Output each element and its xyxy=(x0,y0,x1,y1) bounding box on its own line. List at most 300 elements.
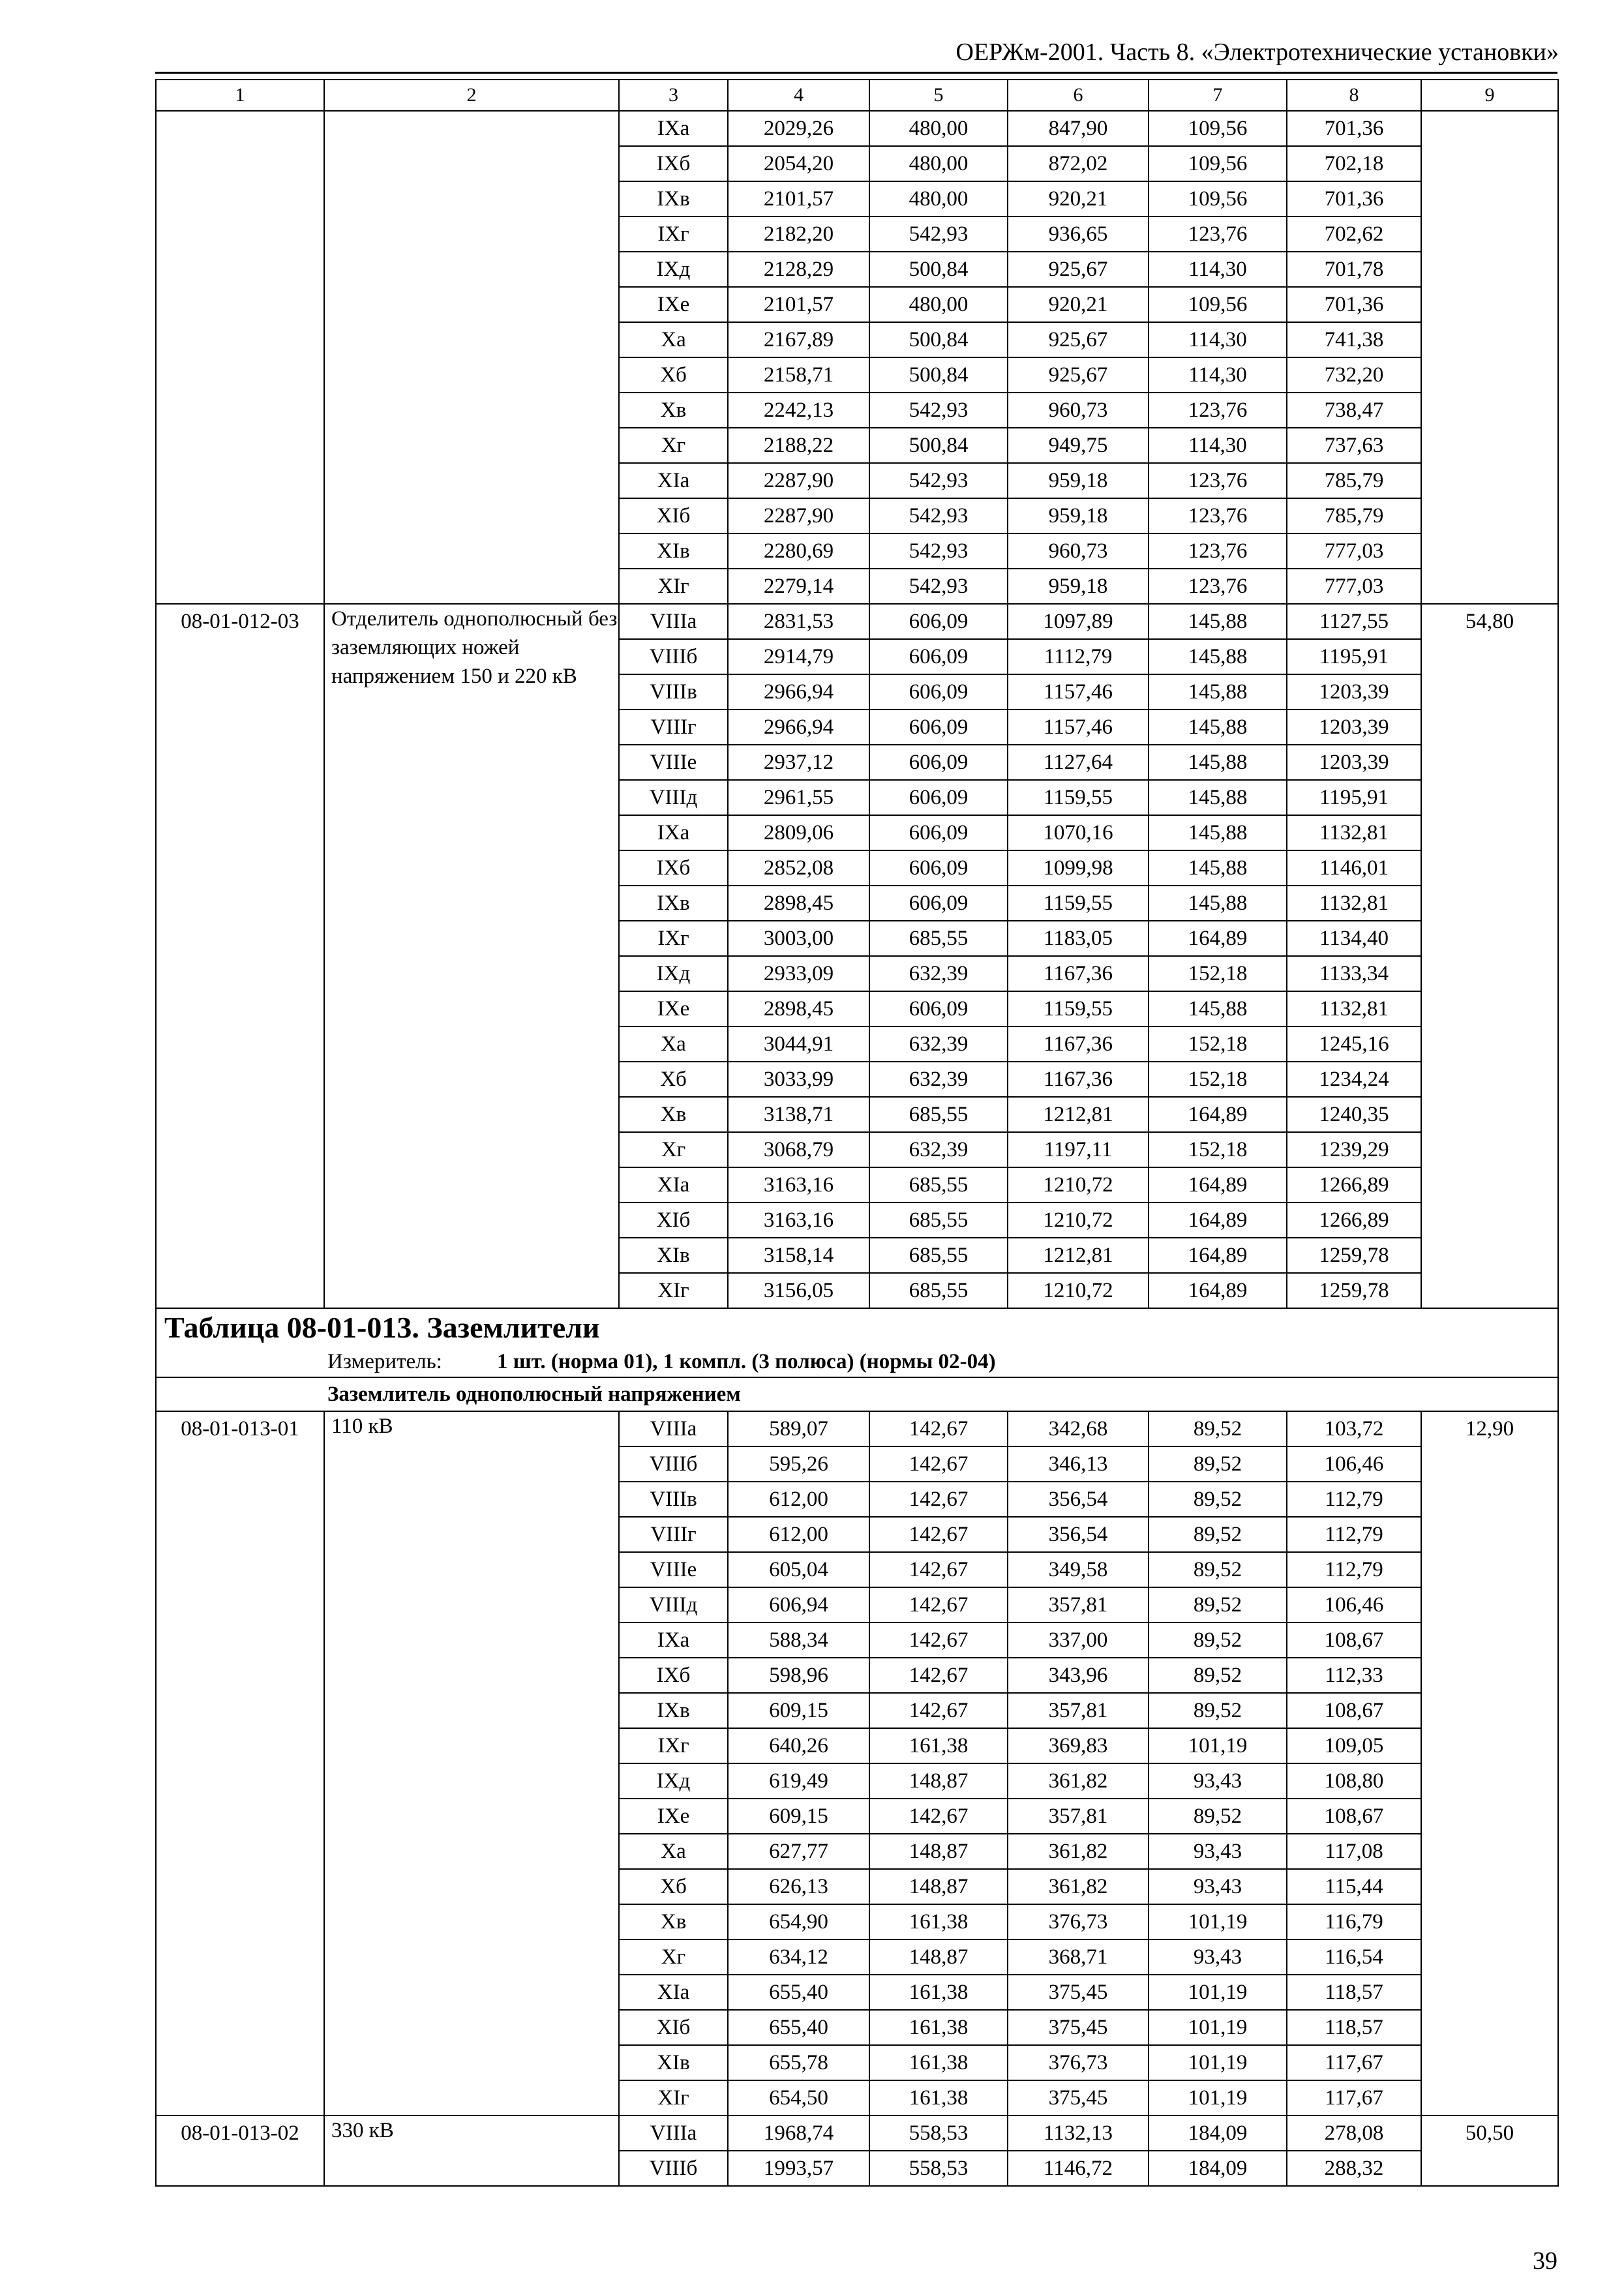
value-cell: 101,19 xyxy=(1149,1728,1287,1763)
value-cell: 375,45 xyxy=(1008,2010,1149,2045)
zone-cell: VIIIа xyxy=(619,2116,728,2151)
value-cell: 161,38 xyxy=(869,2045,1008,2080)
value-cell: 357,81 xyxy=(1008,1587,1149,1623)
value-cell: 101,19 xyxy=(1149,1975,1287,2010)
value-cell: 148,87 xyxy=(869,1763,1008,1799)
value-cell: 741,38 xyxy=(1287,322,1421,357)
value-cell: 606,09 xyxy=(869,815,1008,850)
value-cell: 118,57 xyxy=(1287,1975,1421,2010)
value-cell: 89,52 xyxy=(1149,1446,1287,1482)
value-cell: 376,73 xyxy=(1008,1904,1149,1939)
value-cell: 1070,16 xyxy=(1008,815,1149,850)
value-cell: 480,00 xyxy=(869,146,1008,181)
value-cell: 2029,26 xyxy=(728,111,869,146)
value-cell: 2852,08 xyxy=(728,850,869,886)
page-header: ОЕРЖм-2001. Часть 8. «Электротехнические установки» xyxy=(955,38,1559,66)
norm-description: Отделитель однополюсный без заземляющих ножей напряжением 150 и 220 кВ xyxy=(324,604,619,1308)
value-cell: 106,46 xyxy=(1287,1446,1421,1482)
value-cell: 2966,94 xyxy=(728,674,869,710)
value-cell: 2933,09 xyxy=(728,956,869,991)
zone-cell: IXд xyxy=(619,1763,728,1799)
value-cell: 655,40 xyxy=(728,1975,869,2010)
zone-cell: VIIIе xyxy=(619,745,728,780)
value-cell: 959,18 xyxy=(1008,463,1149,498)
zone-cell: Xв xyxy=(619,1904,728,1939)
value-cell: 589,07 xyxy=(728,1411,869,1446)
value-cell: 2898,45 xyxy=(728,991,869,1026)
value-cell: 337,00 xyxy=(1008,1623,1149,1658)
zone-cell: Xв xyxy=(619,1097,728,1132)
value-cell: 3003,00 xyxy=(728,921,869,956)
column-number: 3 xyxy=(619,80,728,111)
table-title: Таблица 08-01-013. Заземлители xyxy=(156,1308,1558,1347)
value-cell: 145,88 xyxy=(1149,815,1287,850)
value-cell: 375,45 xyxy=(1008,2080,1149,2116)
zone-cell: XIг xyxy=(619,1273,728,1308)
value-cell: 1127,64 xyxy=(1008,745,1149,780)
zone-cell: Xг xyxy=(619,1939,728,1975)
value-cell: 148,87 xyxy=(869,1939,1008,1975)
value-cell: 595,26 xyxy=(728,1446,869,1482)
value-cell: 89,52 xyxy=(1149,1658,1287,1693)
value-cell: 89,52 xyxy=(1149,1411,1287,1446)
value-cell: 738,47 xyxy=(1287,393,1421,428)
zone-cell: VIIIд xyxy=(619,780,728,815)
value-cell: 161,38 xyxy=(869,2080,1008,2116)
labor-cost-cell: 12,90 xyxy=(1421,1411,1558,2116)
value-cell: 123,76 xyxy=(1149,393,1287,428)
value-cell: 558,53 xyxy=(869,2151,1008,2186)
value-cell: 101,19 xyxy=(1149,2080,1287,2116)
value-cell: 375,45 xyxy=(1008,1975,1149,2010)
value-cell: 2128,29 xyxy=(728,252,869,287)
value-cell: 701,36 xyxy=(1287,287,1421,322)
value-cell: 609,15 xyxy=(728,1799,869,1834)
value-cell: 606,09 xyxy=(869,745,1008,780)
value-cell: 152,18 xyxy=(1149,1062,1287,1097)
value-cell: 777,03 xyxy=(1287,569,1421,604)
value-cell: 2898,45 xyxy=(728,886,869,921)
value-cell: 632,39 xyxy=(869,1026,1008,1062)
norm-code xyxy=(156,111,324,604)
value-cell: 1245,16 xyxy=(1287,1026,1421,1062)
value-cell: 93,43 xyxy=(1149,1939,1287,1975)
value-cell: 356,54 xyxy=(1008,1517,1149,1552)
value-cell: 346,13 xyxy=(1008,1446,1149,1482)
value-cell: 500,84 xyxy=(869,357,1008,393)
zone-cell: Xб xyxy=(619,1869,728,1904)
value-cell: 1240,35 xyxy=(1287,1097,1421,1132)
value-cell: 112,79 xyxy=(1287,1552,1421,1587)
value-cell: 634,12 xyxy=(728,1939,869,1975)
value-cell: 115,44 xyxy=(1287,1869,1421,1904)
value-cell: 606,09 xyxy=(869,991,1008,1026)
value-cell: 480,00 xyxy=(869,287,1008,322)
labor-cost-cell: 50,50 xyxy=(1421,2116,1558,2186)
value-cell: 2101,57 xyxy=(728,287,869,322)
value-cell: 701,36 xyxy=(1287,181,1421,217)
zone-cell: Xг xyxy=(619,1132,728,1167)
value-cell: 3158,14 xyxy=(728,1238,869,1273)
value-cell: 1157,46 xyxy=(1008,710,1149,745)
value-cell: 116,79 xyxy=(1287,1904,1421,1939)
zone-cell: IXб xyxy=(619,146,728,181)
value-cell: 2809,06 xyxy=(728,815,869,850)
value-cell: 145,88 xyxy=(1149,710,1287,745)
value-cell: 2831,53 xyxy=(728,604,869,639)
value-cell: 606,09 xyxy=(869,780,1008,815)
value-cell: 118,57 xyxy=(1287,2010,1421,2045)
value-cell: 2158,71 xyxy=(728,357,869,393)
value-cell: 123,76 xyxy=(1149,217,1287,252)
value-cell: 1993,57 xyxy=(728,2151,869,2186)
value-cell: 164,89 xyxy=(1149,1203,1287,1238)
value-cell: 542,93 xyxy=(869,393,1008,428)
labor-cost-cell: 54,80 xyxy=(1421,604,1558,1308)
value-cell: 542,93 xyxy=(869,533,1008,569)
value-cell: 2167,89 xyxy=(728,322,869,357)
value-cell: 361,82 xyxy=(1008,1869,1149,1904)
zone-cell: Xв xyxy=(619,393,728,428)
value-cell: 164,89 xyxy=(1149,921,1287,956)
zone-cell: Xб xyxy=(619,1062,728,1097)
value-cell: 2937,12 xyxy=(728,745,869,780)
value-cell: 89,52 xyxy=(1149,1517,1287,1552)
zone-cell: VIIIа xyxy=(619,604,728,639)
value-cell: 103,72 xyxy=(1287,1411,1421,1446)
value-cell: 558,53 xyxy=(869,2116,1008,2151)
value-cell: 114,30 xyxy=(1149,428,1287,463)
value-cell: 1146,01 xyxy=(1287,850,1421,886)
subheading: Заземлитель однополюсный напряжением xyxy=(156,1377,1558,1411)
norm-description: 330 кВ xyxy=(324,2116,619,2186)
value-cell: 164,89 xyxy=(1149,1238,1287,1273)
value-cell: 112,33 xyxy=(1287,1658,1421,1693)
value-cell: 3044,91 xyxy=(728,1026,869,1062)
value-cell: 1159,55 xyxy=(1008,991,1149,1026)
zone-cell: VIIIб xyxy=(619,1446,728,1482)
zone-cell: XIа xyxy=(619,463,728,498)
value-cell: 161,38 xyxy=(869,1904,1008,1939)
value-cell: 1132,81 xyxy=(1287,815,1421,850)
value-cell: 109,56 xyxy=(1149,111,1287,146)
value-cell: 1212,81 xyxy=(1008,1097,1149,1132)
zone-cell: VIIIг xyxy=(619,1517,728,1552)
value-cell: 1210,72 xyxy=(1008,1203,1149,1238)
value-cell: 368,71 xyxy=(1008,1939,1149,1975)
value-cell: 612,00 xyxy=(728,1482,869,1517)
value-cell: 123,76 xyxy=(1149,569,1287,604)
value-cell: 152,18 xyxy=(1149,1026,1287,1062)
value-cell: 142,67 xyxy=(869,1799,1008,1834)
value-cell: 626,13 xyxy=(728,1869,869,1904)
value-cell: 3068,79 xyxy=(728,1132,869,1167)
value-cell: 161,38 xyxy=(869,1728,1008,1763)
value-cell: 161,38 xyxy=(869,2010,1008,2045)
value-cell: 1097,89 xyxy=(1008,604,1149,639)
measure-row xyxy=(156,1347,1558,1377)
value-cell: 123,76 xyxy=(1149,498,1287,533)
value-cell: 920,21 xyxy=(1008,287,1149,322)
value-cell: 343,96 xyxy=(1008,1658,1149,1693)
table-row xyxy=(156,2116,1558,2151)
value-cell: 152,18 xyxy=(1149,956,1287,991)
value-cell: 542,93 xyxy=(869,569,1008,604)
subheading-row xyxy=(156,1377,1558,1411)
measure-cell xyxy=(156,1347,1558,1377)
zone-cell: IXа xyxy=(619,815,728,850)
value-cell: 108,80 xyxy=(1287,1763,1421,1799)
zone-cell: IXб xyxy=(619,1658,728,1693)
column-number: 6 xyxy=(1008,80,1149,111)
value-cell: 632,39 xyxy=(869,1062,1008,1097)
value-cell: 145,88 xyxy=(1149,991,1287,1026)
value-cell: 357,81 xyxy=(1008,1799,1149,1834)
value-cell: 184,09 xyxy=(1149,2116,1287,2151)
column-number: 2 xyxy=(324,80,619,111)
value-cell: 142,67 xyxy=(869,1411,1008,1446)
measure-label: Измеритель: xyxy=(327,1350,442,1373)
value-cell: 142,67 xyxy=(869,1446,1008,1482)
table-body xyxy=(156,80,1558,2186)
value-cell: 109,05 xyxy=(1287,1728,1421,1763)
zone-cell: IXд xyxy=(619,956,728,991)
value-cell: 3163,16 xyxy=(728,1167,869,1203)
zone-cell: IXг xyxy=(619,217,728,252)
zone-cell: XIа xyxy=(619,1167,728,1203)
value-cell: 1266,89 xyxy=(1287,1203,1421,1238)
value-cell: 1112,79 xyxy=(1008,639,1149,674)
column-number: 8 xyxy=(1287,80,1421,111)
value-cell: 542,93 xyxy=(869,463,1008,498)
value-cell: 480,00 xyxy=(869,181,1008,217)
zone-cell: XIб xyxy=(619,2010,728,2045)
value-cell: 89,52 xyxy=(1149,1587,1287,1623)
column-number: 4 xyxy=(728,80,869,111)
value-cell: 737,63 xyxy=(1287,428,1421,463)
value-cell: 342,68 xyxy=(1008,1411,1149,1446)
value-cell: 1132,81 xyxy=(1287,991,1421,1026)
value-cell: 920,21 xyxy=(1008,181,1149,217)
value-cell: 500,84 xyxy=(869,428,1008,463)
value-cell: 1203,39 xyxy=(1287,745,1421,780)
value-cell: 93,43 xyxy=(1149,1834,1287,1869)
zone-cell: Xа xyxy=(619,322,728,357)
zone-cell: Xа xyxy=(619,1834,728,1869)
value-cell: 349,58 xyxy=(1008,1552,1149,1587)
value-cell: 1159,55 xyxy=(1008,780,1149,815)
value-cell: 145,88 xyxy=(1149,745,1287,780)
value-cell: 108,67 xyxy=(1287,1693,1421,1728)
zone-cell: IXе xyxy=(619,991,728,1026)
zone-cell: IXв xyxy=(619,1693,728,1728)
value-cell: 598,96 xyxy=(728,1658,869,1693)
value-cell: 101,19 xyxy=(1149,2045,1287,2080)
value-cell: 123,76 xyxy=(1149,533,1287,569)
value-cell: 612,00 xyxy=(728,1517,869,1552)
value-cell: 609,15 xyxy=(728,1693,869,1728)
value-cell: 123,76 xyxy=(1149,463,1287,498)
value-cell: 1210,72 xyxy=(1008,1273,1149,1308)
value-cell: 106,46 xyxy=(1287,1587,1421,1623)
value-cell: 109,56 xyxy=(1149,181,1287,217)
column-number: 7 xyxy=(1149,80,1287,111)
value-cell: 148,87 xyxy=(869,1869,1008,1904)
value-cell: 112,79 xyxy=(1287,1482,1421,1517)
value-cell: 588,34 xyxy=(728,1623,869,1658)
zone-cell: VIIIа xyxy=(619,1411,728,1446)
zone-cell: XIг xyxy=(619,2080,728,2116)
table-row xyxy=(156,1411,1558,1446)
value-cell: 2280,69 xyxy=(728,533,869,569)
value-cell: 1183,05 xyxy=(1008,921,1149,956)
value-cell: 1203,39 xyxy=(1287,674,1421,710)
value-cell: 1167,36 xyxy=(1008,956,1149,991)
zone-cell: VIIIв xyxy=(619,1482,728,1517)
zone-cell: IXа xyxy=(619,111,728,146)
value-cell: 3163,16 xyxy=(728,1203,869,1238)
value-cell: 89,52 xyxy=(1149,1482,1287,1517)
column-number-row xyxy=(156,80,1558,111)
labor-cost-cell xyxy=(1421,111,1558,604)
value-cell: 2242,13 xyxy=(728,393,869,428)
value-cell: 361,82 xyxy=(1008,1834,1149,1869)
value-cell: 89,52 xyxy=(1149,1552,1287,1587)
value-cell: 93,43 xyxy=(1149,1763,1287,1799)
zone-cell: XIв xyxy=(619,2045,728,2080)
value-cell: 619,49 xyxy=(728,1763,869,1799)
zone-cell: IXа xyxy=(619,1623,728,1658)
value-cell: 732,20 xyxy=(1287,357,1421,393)
value-cell: 1134,40 xyxy=(1287,921,1421,956)
column-number: 1 xyxy=(156,80,324,111)
value-cell: 925,67 xyxy=(1008,252,1149,287)
value-cell: 2287,90 xyxy=(728,498,869,533)
value-cell: 142,67 xyxy=(869,1587,1008,1623)
value-cell: 184,09 xyxy=(1149,2151,1287,2186)
value-cell: 702,62 xyxy=(1287,217,1421,252)
value-cell: 627,77 xyxy=(728,1834,869,1869)
zone-cell: XIв xyxy=(619,1238,728,1273)
zone-cell: XIб xyxy=(619,1203,728,1238)
value-cell: 142,67 xyxy=(869,1552,1008,1587)
value-cell: 606,09 xyxy=(869,639,1008,674)
value-cell: 1210,72 xyxy=(1008,1167,1149,1203)
value-cell: 376,73 xyxy=(1008,2045,1149,2080)
value-cell: 1132,81 xyxy=(1287,886,1421,921)
value-cell: 89,52 xyxy=(1149,1799,1287,1834)
value-cell: 500,84 xyxy=(869,252,1008,287)
zone-cell: IXв xyxy=(619,181,728,217)
value-cell: 101,19 xyxy=(1149,2010,1287,2045)
norm-description: 110 кВ xyxy=(324,1411,619,2116)
value-cell: 1266,89 xyxy=(1287,1167,1421,1203)
zone-cell: VIIIв xyxy=(619,674,728,710)
norm-code: 08-01-013-02 xyxy=(156,2116,324,2186)
zone-cell: IXв xyxy=(619,886,728,921)
value-cell: 3156,05 xyxy=(728,1273,869,1308)
column-number: 5 xyxy=(869,80,1008,111)
value-cell: 872,02 xyxy=(1008,146,1149,181)
value-cell: 117,67 xyxy=(1287,2080,1421,2116)
zone-cell: IXг xyxy=(619,1728,728,1763)
zone-cell: IXг xyxy=(619,921,728,956)
value-cell: 925,67 xyxy=(1008,322,1149,357)
value-cell: 959,18 xyxy=(1008,569,1149,604)
value-cell: 542,93 xyxy=(869,217,1008,252)
value-cell: 1203,39 xyxy=(1287,710,1421,745)
value-cell: 785,79 xyxy=(1287,498,1421,533)
zone-cell: Xа xyxy=(619,1026,728,1062)
value-cell: 936,65 xyxy=(1008,217,1149,252)
value-cell: 1259,78 xyxy=(1287,1238,1421,1273)
table-title-row xyxy=(156,1308,1558,1347)
value-cell: 685,55 xyxy=(869,1203,1008,1238)
value-cell: 685,55 xyxy=(869,1238,1008,1273)
value-cell: 1159,55 xyxy=(1008,886,1149,921)
zone-cell: Xб xyxy=(619,357,728,393)
value-cell: 1167,36 xyxy=(1008,1062,1149,1097)
value-cell: 1212,81 xyxy=(1008,1238,1149,1273)
measure-value: 1 шт. (норма 01), 1 компл. (3 полюса) (нормы 02-04) xyxy=(497,1350,996,1373)
value-cell: 925,67 xyxy=(1008,357,1149,393)
table-row xyxy=(156,604,1558,639)
price-table xyxy=(155,79,1559,2187)
value-cell: 785,79 xyxy=(1287,463,1421,498)
value-cell: 1167,36 xyxy=(1008,1026,1149,1062)
value-cell: 148,87 xyxy=(869,1834,1008,1869)
table-row xyxy=(156,111,1558,146)
value-cell: 89,52 xyxy=(1149,1693,1287,1728)
norm-code: 08-01-013-01 xyxy=(156,1411,324,2116)
zone-cell: IXе xyxy=(619,287,728,322)
value-cell: 685,55 xyxy=(869,1167,1008,1203)
value-cell: 654,90 xyxy=(728,1904,869,1939)
value-cell: 2914,79 xyxy=(728,639,869,674)
value-cell: 117,67 xyxy=(1287,2045,1421,2080)
value-cell: 685,55 xyxy=(869,1273,1008,1308)
value-cell: 1197,11 xyxy=(1008,1132,1149,1167)
value-cell: 164,89 xyxy=(1149,1097,1287,1132)
value-cell: 116,54 xyxy=(1287,1939,1421,1975)
value-cell: 701,36 xyxy=(1287,111,1421,146)
zone-cell: VIIIе xyxy=(619,1552,728,1587)
value-cell: 117,08 xyxy=(1287,1834,1421,1869)
zone-cell: VIIIд xyxy=(619,1587,728,1623)
value-cell: 145,88 xyxy=(1149,639,1287,674)
zone-cell: XIа xyxy=(619,1975,728,2010)
header-rule xyxy=(155,72,1557,74)
value-cell: 2101,57 xyxy=(728,181,869,217)
value-cell: 152,18 xyxy=(1149,1132,1287,1167)
zone-cell: XIб xyxy=(619,498,728,533)
value-cell: 1968,74 xyxy=(728,2116,869,2151)
value-cell: 1099,98 xyxy=(1008,850,1149,886)
value-cell: 1195,91 xyxy=(1287,780,1421,815)
value-cell: 542,93 xyxy=(869,498,1008,533)
value-cell: 164,89 xyxy=(1149,1273,1287,1308)
value-cell: 142,67 xyxy=(869,1658,1008,1693)
value-cell: 606,09 xyxy=(869,710,1008,745)
value-cell: 1195,91 xyxy=(1287,639,1421,674)
value-cell: 109,56 xyxy=(1149,146,1287,181)
value-cell: 3033,99 xyxy=(728,1062,869,1097)
column-number: 9 xyxy=(1421,80,1558,111)
zone-cell: IXб xyxy=(619,850,728,886)
value-cell: 101,19 xyxy=(1149,1904,1287,1939)
value-cell: 606,09 xyxy=(869,674,1008,710)
value-cell: 145,88 xyxy=(1149,886,1287,921)
